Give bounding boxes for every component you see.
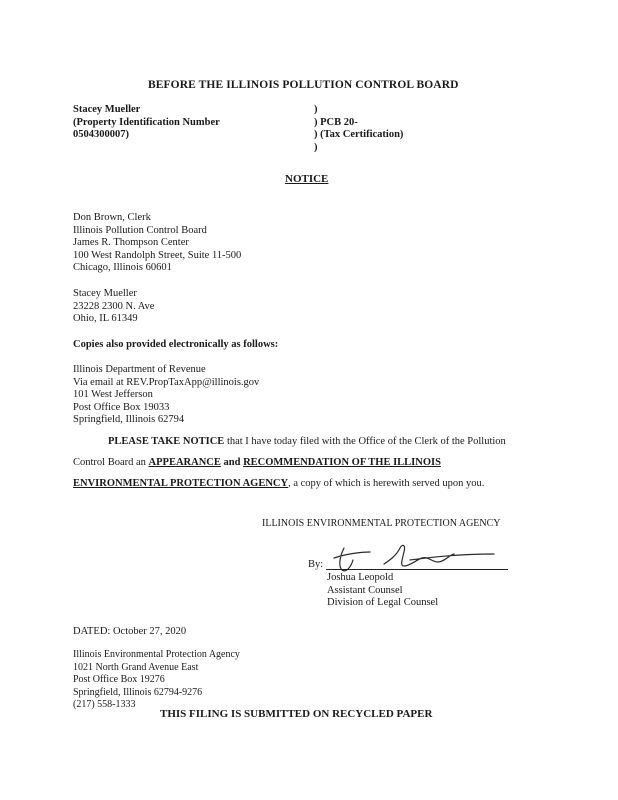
address-line: Post Office Box 19033: [73, 401, 170, 413]
paragraph-line: [73, 431, 506, 452]
address-line: Chicago, Illinois 60601: [73, 262, 172, 274]
address-line: 100 West Randolph Street, Suite 11-500: [73, 249, 242, 261]
by-label: By:: [308, 559, 324, 570]
address-line: Springfield, Illinois 62794: [73, 414, 185, 426]
caption-left-line: Stacey Mueller: [73, 104, 141, 115]
revenue-address: [73, 364, 259, 427]
agency-address: [73, 649, 240, 712]
notice-heading: NOTICE: [285, 173, 329, 185]
signature-line: [326, 569, 508, 570]
address-line: Don Brown, Clerk: [73, 212, 151, 223]
recycled-paper-footer: THIS FILING IS SUBMITTED ON RECYCLED PAPER: [160, 708, 433, 720]
signature-agency: ILLINOIS ENVIRONMENTAL PROTECTION AGENCY: [262, 518, 501, 529]
petitioner-address: [73, 288, 154, 326]
paragraph-text: and: [220, 457, 244, 468]
signer-info: [327, 572, 438, 610]
paragraph-text: that I have today filed with the Office of the Clerk of the Pollution: [224, 436, 506, 447]
clerk-address: [73, 212, 241, 275]
caption-right-line: ) (Tax Certification): [314, 129, 404, 141]
signer-name: Joshua Leopold: [327, 572, 394, 583]
address-line: James R. Thompson Center: [73, 237, 189, 249]
address-line: Illinois Department of Revenue: [73, 364, 206, 375]
caption-left-line: (Property Identification Number: [73, 116, 220, 128]
recommendation-text: RECOMMENDATION OF THE ILLINOIS: [243, 457, 441, 468]
address-line: Springfield, Illinois 62794-9276: [73, 686, 203, 698]
paragraph-line: [73, 452, 506, 473]
phone-line: (217) 558-1333: [73, 699, 136, 711]
address-line: Post Office Box 19276: [73, 674, 165, 686]
caption-left: [73, 104, 220, 142]
dated-line: DATED: October 27, 2020: [73, 626, 187, 637]
appearance-text: APPEARANCE: [148, 457, 221, 468]
address-line: Illinois Environmental Protection Agency: [73, 649, 240, 660]
copies-heading: Copies also provided electronically as follows:: [73, 339, 279, 350]
take-notice-lead: PLEASE TAKE NOTICE: [108, 436, 225, 447]
address-line: 101 West Jefferson: [73, 389, 153, 401]
agency-text: ENVIRONMENTAL PROTECTION AGENCY: [73, 478, 289, 489]
address-line: 23228 2300 N. Ave: [73, 300, 155, 312]
paragraph-text: , a copy of which is herewith served upon you.: [288, 478, 485, 489]
signer-division: Division of Legal Counsel: [327, 597, 439, 609]
address-line: Ohio, IL 61349: [73, 313, 138, 325]
address-line: Illinois Pollution Control Board: [73, 224, 207, 236]
paragraph-line: [73, 473, 506, 494]
caption-right: [314, 104, 403, 154]
address-line: 1021 North Grand Avenue East: [73, 661, 199, 673]
handwritten-signature: [326, 540, 516, 576]
address-line: Stacey Mueller: [73, 288, 137, 299]
signer-title: Assistant Counsel: [327, 584, 403, 596]
caption-right-line: ): [314, 141, 318, 153]
board-title: BEFORE THE ILLINOIS POLLUTION CONTROL BOARD: [148, 79, 459, 91]
caption-right-line: ): [314, 104, 318, 115]
paragraph-text: Control Board an: [73, 457, 149, 468]
email-line: Via email at REV.PropTaxApp@illinois.gov: [73, 376, 260, 388]
caption-right-line: ) PCB 20-: [314, 116, 358, 128]
notice-paragraph: [73, 431, 506, 494]
caption-left-line: 0504300007): [73, 129, 129, 141]
